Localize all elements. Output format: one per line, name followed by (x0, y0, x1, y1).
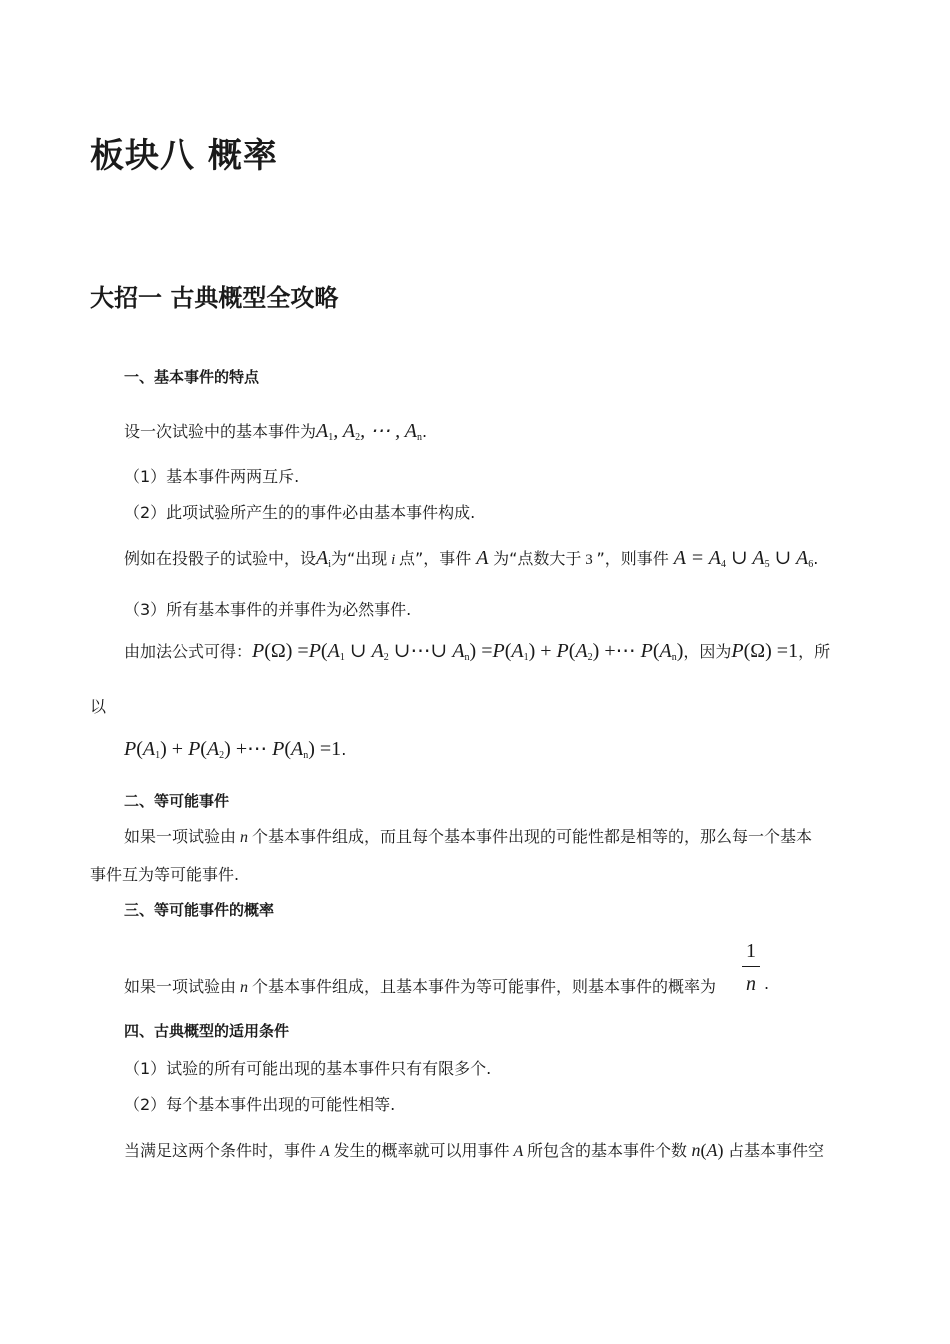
section-title: 大招一 古典概型全攻略 (90, 284, 339, 312)
equally-likely-probability-text: 如果一项试验由 n 个基本事件组成，且基本事件为等可能事件，则基本事件的概率为 (124, 977, 717, 996)
dice-example: 例如在投骰子的试验中，设$A_i$为“出现 i 点”，事件 A 为“点数大于 3 ”，则事件 $A = A_4$ ∪ $A_5$ ∪ $A_6$. (124, 547, 819, 570)
heading-equally-likely-probability: 三、等可能事件的概率 (124, 901, 275, 919)
list-item-1: （1）基本事件两两互斥. (124, 467, 300, 486)
classical-conclusion: 当满足这两个条件时，事件 A 发生的概率就可以用事件 A 所包含的基本事件个数 n(A) 占基本事件空 (124, 1140, 825, 1160)
equally-likely-text-cont: 事件互为等可能事件. (90, 865, 240, 884)
list-item-3: （3）所有基本事件的并事件为必然事件. (124, 600, 412, 619)
equally-likely-text: 如果一项试验由 n 个基本事件组成，而且每个基本事件出现的可能性都是相等的，那么每一个基本 (124, 827, 813, 846)
addition-formula-cont: 以 (90, 697, 107, 716)
heading-classical-conditions: 四、古典概型的适用条件 (124, 1022, 290, 1040)
heading-basic-event-features: 一、基本事件的特点 (124, 368, 260, 386)
fraction-period: . (764, 974, 770, 993)
condition-item-2: （2）每个基本事件出现的可能性相等. (124, 1095, 396, 1114)
heading-equally-likely: 二、等可能事件 (124, 792, 230, 810)
fraction-one-over-n: 1 n (742, 940, 760, 996)
page-title: 板块八 概率 (90, 136, 278, 176)
condition-item-1: （1）试验的所有可能出现的基本事件只有有限多个. (124, 1059, 492, 1078)
list-item-2: （2）此项试验所产生的的事件必由基本事件构成. (124, 503, 476, 522)
probability-sum: $P(A_1) + P(A_2)$ +⋯ $P(A_n) =1$. (124, 738, 347, 761)
addition-formula: 由加法公式可得：$P(\Omega) =P(A_1$ ∪ $A_2$ ∪⋯∪ $A_n) =P(A_1) + P(A_2)$ +⋯ $P(A_n)$，因为P(Ω) =1，所 (124, 640, 831, 663)
basic-event-intro: 设一次试验中的基本事件为$A_1$, $A_2$, ⋯ , $A_n$. (124, 420, 428, 443)
